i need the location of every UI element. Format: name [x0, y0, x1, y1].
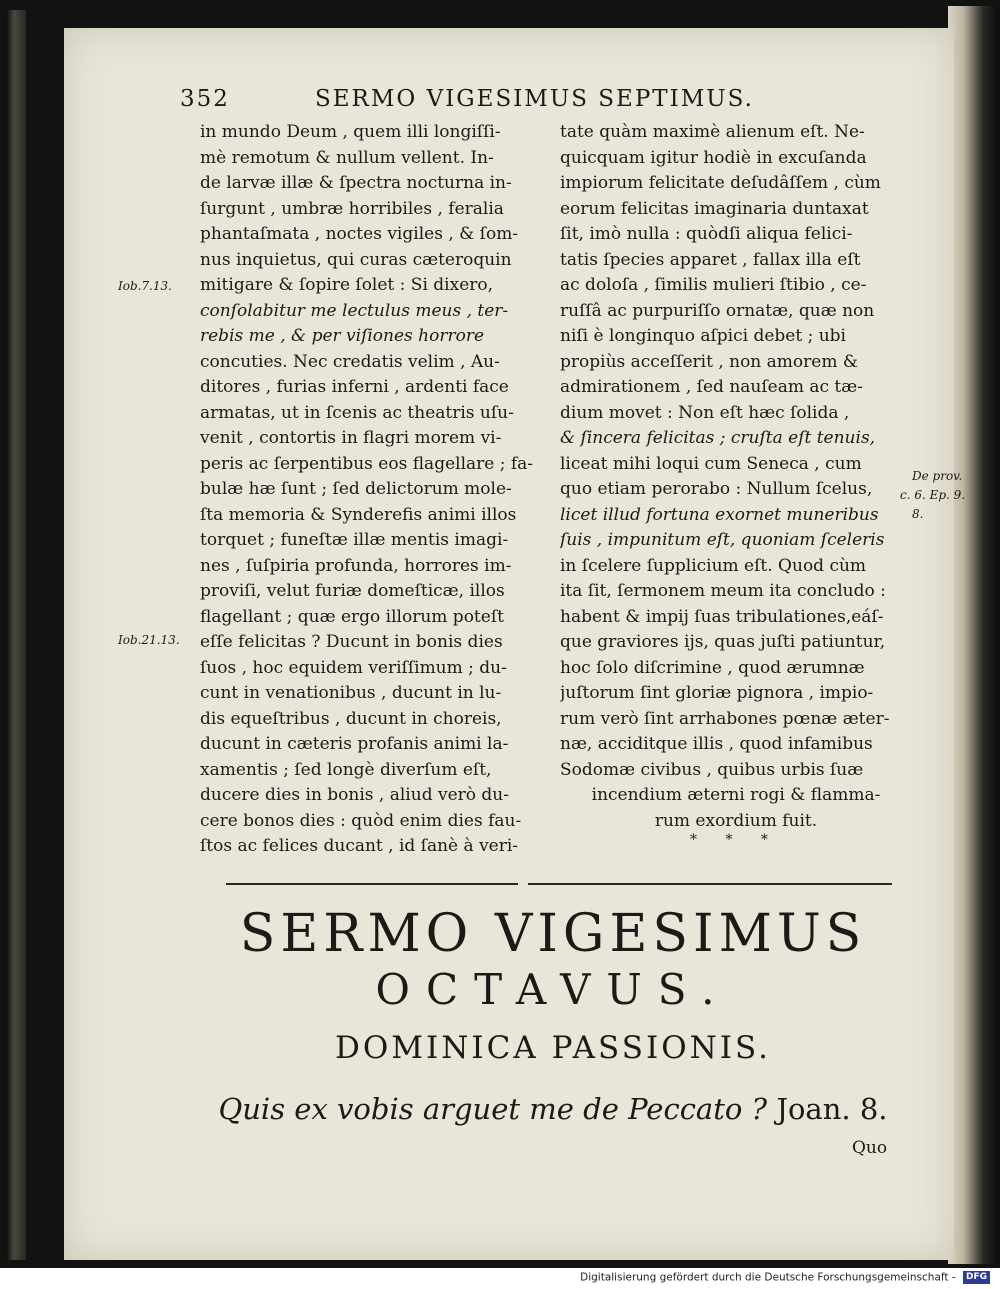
book-edge-right: [948, 6, 998, 1264]
text-line: Sodomæ civibus , quibus urbis ſuæ: [560, 759, 864, 780]
text-line: ſta memoria & Synderefis animi illos: [200, 504, 517, 525]
sermon-epigraph: [196, 1088, 910, 1130]
sermon-title-line-1: SERMO VIGESIMUS: [239, 904, 867, 964]
text-line: impiorum felicitate deſudâſſem , cùm: [560, 173, 881, 193]
asterism: * * *: [690, 832, 780, 848]
text-line: propiùs acceſſerit , non amorem &: [560, 351, 858, 372]
text-line: proviſi, velut furiæ domeſticæ, illos: [200, 581, 505, 601]
margin-note-seneca-ref: c. 6. Ep. 9.: [900, 488, 966, 502]
digitization-credit: [560, 1271, 990, 1287]
text-line: ſurgunt , umbræ horribiles , feralia: [200, 198, 504, 219]
text-line: niſi è longinquo aſpici debet ; ubi: [560, 326, 846, 346]
margin-note-job-7-13: Iob.7.13.: [118, 279, 172, 293]
text-line: quicquam igitur hodiè in excuſanda: [560, 147, 867, 168]
epigraph-quote: Quis ex vobis arguet me de Peccato ?: [218, 1092, 768, 1126]
text-line: phantaſmata , noctes vigiles , & ſom-: [200, 224, 519, 244]
credit-text: Digitalisierung gefördert durch die Deutsche Forschungsgemeinschaft -: [580, 1271, 956, 1284]
text-line: ſit, imò nulla : quòdſi aliqua felici-: [560, 224, 853, 244]
text-line: ita ſit, ſermonem meum ita concludo :: [560, 581, 886, 601]
text-line: in ſcelere ſupplicium eſt. Quod cùm: [560, 555, 867, 576]
text-line: concuties. Nec credatis velim , Au-: [200, 351, 500, 372]
text-line: ducunt in cæteris profanis animi la-: [200, 734, 509, 754]
text-line: nes , ſuſpiria profunda, horrores im-: [200, 555, 512, 576]
sermon-title-line-2: OCTAVUS.: [375, 965, 731, 1014]
page-number: 352: [180, 86, 230, 112]
text-line: dium movet : Non eſt hæc ſolida ,: [560, 402, 850, 423]
margin-note-seneca-ref-2: 8.: [912, 507, 924, 521]
section-rule-right: [528, 883, 892, 885]
running-head: [180, 86, 780, 116]
text-line: habent & impij ſuas tribulationes,eáſ-: [560, 606, 884, 627]
text-line: juſtorum ſint gloriæ pignora , impio-: [560, 683, 874, 703]
text-line: ruſſâ ac purpuriſſo ornatæ, quæ non: [560, 300, 875, 321]
running-title: SERMO VIGESIMUS SEPTIMUS.: [315, 86, 754, 112]
text-line: tatis ſpecies apparet , fallax illa eſt: [560, 249, 861, 270]
text-line: ducere dies in bonis , aliud verò du-: [200, 785, 509, 805]
text-line: rum verò ſint arrhabones pœnæ æter-: [560, 708, 890, 729]
text-line: tate quàm maximè alienum eſt. Ne-: [560, 122, 865, 142]
text-line: ſuos , hoc equidem veriſſimum ; du-: [200, 657, 507, 678]
text-line: ſuis , impunitum eſt, quoniam ſceleris: [560, 530, 885, 550]
text-line: quo etiam perorabo : Nullum ſcelus,: [560, 479, 873, 499]
text-line: de larvæ illæ & ſpectra nocturna in-: [200, 173, 512, 193]
text-line: in mundo Deum , quem illi longiſſi-: [200, 122, 501, 142]
text-line: venit , contortis in flagri morem vi-: [200, 428, 502, 448]
text-line: ſtos ac felices ducant , id ſanè à veri-: [200, 836, 519, 856]
text-line: hoc ſolo diſcrimine , quod ærumnæ: [560, 657, 865, 678]
text-line: peris ac ſerpentibus eos flagellare ; fa-: [200, 453, 534, 474]
text-line: ac doloſa , ſimilis mulieri ſtibio , ce-: [560, 275, 867, 295]
catchword: Quo: [852, 1138, 888, 1158]
text-line: eorum felicitas imaginaria duntaxat: [560, 198, 869, 219]
text-line: rebis me , & per viſiones horrore: [200, 326, 485, 346]
text-line: torquet ; funeſtæ illæ mentis imagi-: [200, 530, 509, 550]
sermon-subtitle: DOMINICA PASSIONIS.: [335, 1030, 771, 1066]
text-line: xamentis ; ſed longè diverſum eſt,: [200, 759, 492, 780]
text-line: eſſe felicitas ? Ducunt in bonis dies: [200, 632, 503, 652]
text-line: flagellant ; quæ ergo illorum poteſt: [200, 606, 504, 627]
text-line: mè remotum & nullum vellent. In-: [200, 147, 494, 168]
text-line: nus inquietus, qui curas cæteroquin: [200, 249, 512, 270]
text-line: admirationem , ſed nauſeam ac tæ-: [560, 377, 863, 397]
left-text-column: [200, 120, 548, 860]
text-line: que graviores ijs, quas juſti patiuntur,: [560, 632, 886, 652]
section-rule-left: [226, 883, 518, 885]
right-text-column: [560, 120, 912, 834]
dfg-logo-icon: DFG: [963, 1271, 990, 1284]
text-line: næ, acciditque illis , quod infamibus: [560, 734, 873, 754]
text-line: dis equeſtribus , ducunt in choreis,: [200, 708, 502, 729]
text-line: rum exordium fuit.: [654, 810, 818, 831]
epigraph-citation: Joan. 8.: [776, 1092, 888, 1126]
text-line: licet illud fortuna exornet muneribus: [560, 504, 879, 525]
text-line: armatas, ut in ſcenis ac theatris uſu-: [200, 402, 514, 423]
text-line: liceat mihi loqui cum Seneca , cum: [560, 453, 862, 474]
book-edge-left: [6, 10, 26, 1260]
margin-note-job-21-13: Iob.21.13.: [118, 633, 180, 647]
text-line: cunt in venationibus , ducunt in lu-: [200, 683, 502, 703]
text-line: conſolabitur me lectulus meus , ter-: [200, 300, 509, 321]
text-line: mitigare & ſopire ſolet : Si dixero,: [200, 275, 494, 295]
text-line: ditores , furias inferni , ardenti face: [200, 377, 509, 397]
text-line: bulæ hæ ſunt ; ſed delictorum mole-: [200, 479, 512, 499]
text-line: incendium æterni rogi & flamma-: [591, 785, 881, 805]
text-line: cere bonos dies : quòd enim dies fau-: [200, 810, 522, 831]
text-line: & ſincera felicitas ; cruſta eſt tenuis,: [560, 428, 876, 448]
margin-note-seneca: De prov.: [912, 469, 963, 483]
